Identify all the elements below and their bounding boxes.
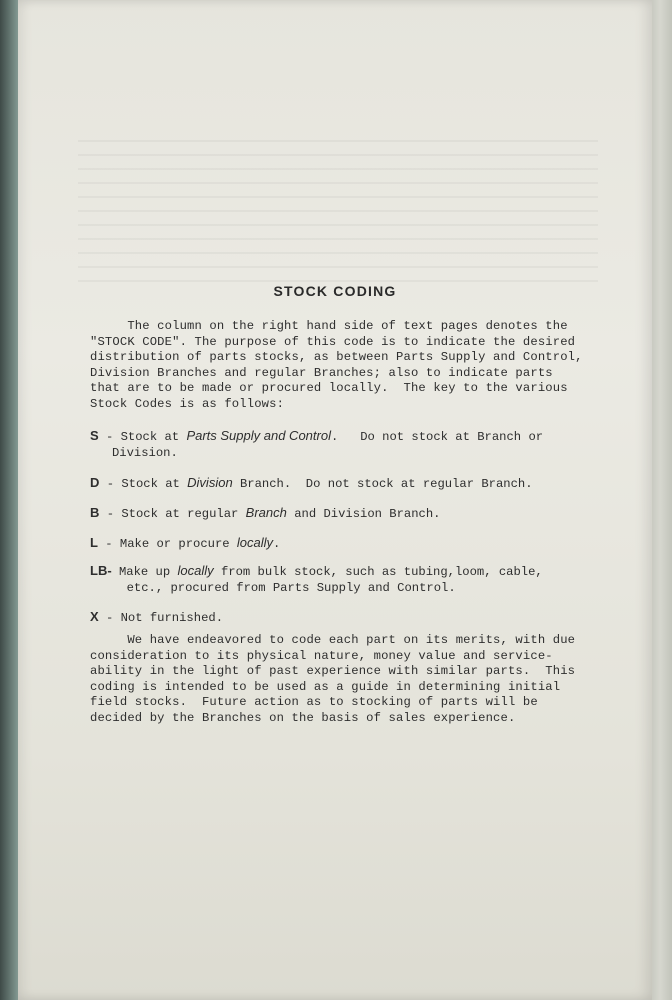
code-continuation: Division.: [90, 445, 178, 460]
stock-code-s: [90, 428, 650, 461]
intro-line: The column on the right hand side of text pages denotes the: [90, 319, 568, 333]
code-text: - Make or procure: [97, 537, 237, 551]
stock-code-x: [90, 609, 650, 627]
stock-code-l: [90, 535, 650, 553]
stock-code-lb: [90, 563, 650, 596]
code-emphasis: Parts Supply and Control: [186, 428, 331, 443]
code-emphasis: locally: [236, 535, 274, 550]
code-text: Branch. Do not stock at regular Branch.: [232, 477, 533, 491]
closing-line: coding is intended to be used as a guide in determining initial: [90, 679, 561, 694]
code-text: . Do not stock at Branch or: [330, 430, 544, 444]
closing-line: decided by the Branches on the basis of sales experience.: [90, 710, 516, 725]
intro-paragraph: [90, 319, 650, 412]
closing-line: field stocks. Future action as to stocking of parts will be: [90, 695, 538, 709]
code-text: Make up: [111, 565, 178, 579]
code-letter: D: [90, 475, 100, 490]
code-letter: L: [90, 535, 98, 550]
code-continuation: etc., procured from Parts Supply and Control.: [90, 580, 456, 595]
intro-line: Stock Codes is as follows:: [90, 396, 285, 411]
code-emphasis: locally: [177, 563, 214, 578]
page-title: STOCK CODING: [273, 283, 397, 299]
intro-line: that are to be made or procured locally. The key to the various: [90, 381, 568, 395]
intro-line: "STOCK CODE". The purpose of this code is to indicate the desired: [90, 334, 576, 349]
code-text: - Stock at: [99, 477, 188, 491]
stock-code-b: [90, 505, 650, 523]
intro-line: distribution of parts stocks, as between Parts Supply and Control,: [90, 350, 583, 364]
code-letter: X: [90, 609, 99, 624]
code-text: from bulk stock, such as tubing,loom, cable,: [213, 565, 543, 579]
code-text: - Not furnished.: [98, 611, 224, 625]
code-text: .: [273, 537, 281, 551]
code-letter: S: [90, 428, 99, 443]
code-emphasis: Division: [187, 475, 233, 490]
closing-line: ability in the light of past experience with similar parts. This: [90, 664, 576, 678]
code-text: and Division Branch.: [286, 507, 441, 521]
intro-line: Division Branches and regular Branches; also to indicate parts: [90, 365, 553, 380]
closing-line: We have endeavored to code each part on its merits, with due: [90, 633, 576, 647]
code-letter: LB-: [90, 563, 112, 578]
bleed-through-texture: [78, 140, 598, 290]
code-letter: B: [90, 505, 100, 520]
stock-code-d: [90, 475, 650, 493]
code-text: - Stock at: [98, 430, 187, 444]
code-text: - Stock at regular: [99, 507, 246, 521]
closing-paragraph: [90, 633, 650, 726]
document-page: [18, 0, 652, 1000]
closing-line: consideration to its physical nature, money value and service-: [90, 648, 553, 663]
code-emphasis: Branch: [245, 505, 287, 520]
